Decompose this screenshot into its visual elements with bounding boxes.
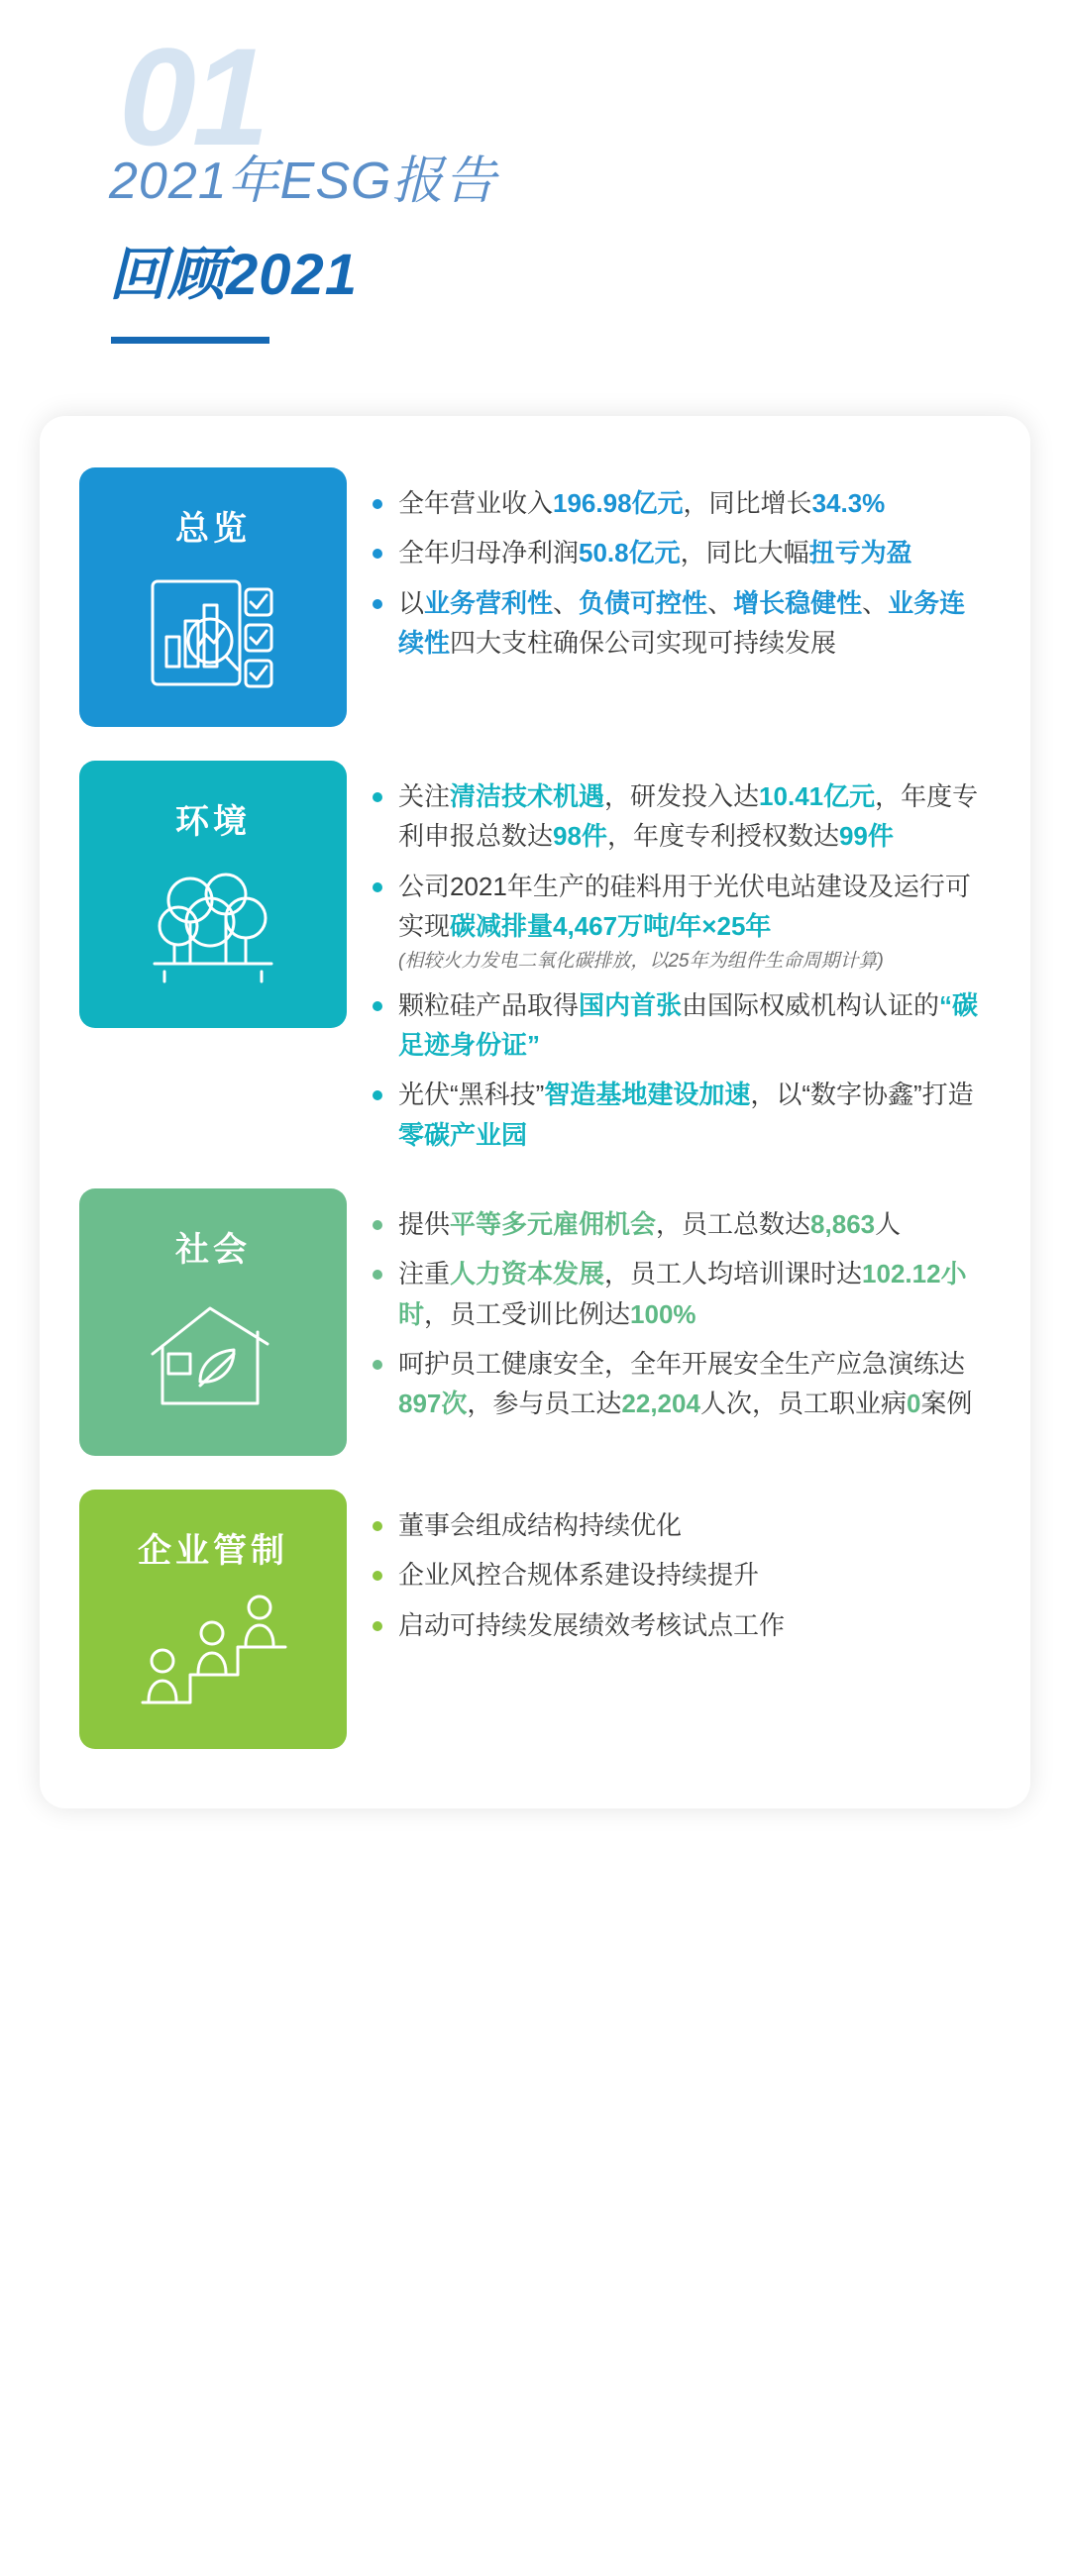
- bullet-plain: ，年度专利申报总数达: [398, 781, 979, 852]
- bullet-highlight: 智造基地建设加速: [544, 1080, 751, 1110]
- badge-social: [79, 1188, 347, 1456]
- bullet-dot-icon: [373, 499, 382, 509]
- badge-environment: [79, 761, 347, 1028]
- bullet-plain: 人次，员工职业病: [699, 1389, 907, 1419]
- bullet-plain: 光伏“黑科技”: [398, 1080, 545, 1110]
- bullet-text: [398, 1254, 991, 1334]
- bullet-item: [373, 985, 991, 1066]
- bullet-plain: 董事会组成结构持续优化: [398, 1509, 683, 1540]
- bullet-item: [373, 1254, 991, 1334]
- bullet-highlight: 100%: [630, 1298, 696, 1329]
- bullet-text: [398, 533, 991, 572]
- bullet-plain: 人: [875, 1208, 902, 1239]
- bullet-item: [373, 533, 991, 572]
- bullet-plain: 全年营业收入: [398, 488, 554, 518]
- chart-checklist-icon: [139, 567, 287, 701]
- bullet-plain: 、: [553, 587, 580, 618]
- bullet-text: [398, 776, 991, 857]
- bullet-highlight: 业务连续性: [398, 587, 966, 658]
- section-environment: [79, 761, 991, 1155]
- bullet-highlight: 负债可控性: [579, 587, 708, 618]
- bullet-text: [398, 1555, 991, 1595]
- bullet-plain: ，年度专利授权数达: [606, 821, 839, 852]
- bullet-text: [398, 1605, 991, 1645]
- bullet-highlight: 人力资本发展: [450, 1259, 605, 1289]
- bullet-highlight: 零碳产业园: [398, 1119, 528, 1150]
- bullet-list-social: [347, 1188, 991, 1423]
- bullet-text: [398, 483, 991, 523]
- section-number: 01: [119, 19, 266, 174]
- bullet-highlight: 22,204: [621, 1389, 700, 1419]
- section-overview: [79, 467, 991, 727]
- bullet-plain: ，以“数字协鑫”打造: [750, 1080, 974, 1110]
- bullet-item: [373, 483, 991, 523]
- bullet-highlight: 34.3%: [811, 488, 886, 518]
- bullet-item: [373, 1344, 991, 1424]
- bullet-text: [398, 1204, 991, 1244]
- bullet-text: [398, 1075, 991, 1155]
- bullet-text: [398, 583, 991, 664]
- bullet-dot-icon: [373, 1360, 382, 1370]
- bullet-highlight: 业务营利性: [424, 587, 554, 618]
- bullet-plain: 、: [862, 587, 889, 618]
- bullet-plain: 公司2021年生产的硅料用于光伏电站建设及运行可实现: [398, 871, 971, 941]
- bullet-highlight: 196.98亿元: [553, 488, 684, 518]
- house-leaf-icon: [139, 1288, 287, 1422]
- bullet-plain: ，参与员工达: [467, 1389, 622, 1419]
- bullet-item: [373, 1204, 991, 1244]
- bullet-highlight: 10.41亿元: [759, 781, 876, 811]
- bullet-dot-icon: [373, 1521, 382, 1531]
- bullet-plain: ，同比增长: [683, 488, 812, 518]
- bullet-item: [373, 776, 991, 857]
- bullet-plain: 由国际权威机构认证的: [682, 989, 940, 1020]
- bullet-plain: 颗粒硅产品取得: [398, 989, 580, 1020]
- bullet-list-governance: [347, 1490, 991, 1645]
- bullet-dot-icon: [373, 1220, 382, 1230]
- badge-governance: [79, 1490, 347, 1749]
- bullet-highlight: 平等多元雇佣机会: [450, 1208, 657, 1239]
- bullet-text: [398, 985, 991, 1066]
- badge-label: 环境: [175, 803, 251, 841]
- bullet-plain: ，员工人均培训课时达: [604, 1259, 863, 1289]
- bullet-highlight: 扭亏为盈: [808, 538, 912, 568]
- bullet-list-environment: [347, 761, 991, 1155]
- bullet-dot-icon: [373, 1001, 382, 1011]
- bullet-highlight: 99件: [838, 821, 894, 852]
- people-stairs-icon: [129, 1590, 297, 1723]
- bullet-dot-icon: [373, 1621, 382, 1631]
- bullet-dot-icon: [373, 882, 382, 892]
- bullet-dot-icon: [373, 792, 382, 802]
- bullet-plain: 案例: [920, 1389, 973, 1419]
- bullet-highlight: 102.12小时: [398, 1259, 967, 1329]
- trees-icon: [139, 861, 287, 994]
- bullet-item: [373, 1505, 991, 1545]
- report-subtitle: 2021年ESG报告: [109, 153, 497, 210]
- bullet-plain: 全年归母净利润: [398, 538, 580, 568]
- bullet-dot-icon: [373, 599, 382, 609]
- badge-label: 企业管制: [138, 1531, 288, 1570]
- page-header: [0, 0, 1070, 416]
- bullet-highlight: 碳减排量4,467万吨/年×25年: [450, 910, 772, 941]
- bullet-highlight: “碳足迹身份证”: [398, 989, 979, 1061]
- bullet-item: [373, 583, 991, 664]
- bullet-plain: 注重: [398, 1259, 451, 1289]
- bullet-highlight: 0: [906, 1389, 921, 1419]
- bullet-plain: 企业风控合规体系建设持续提升: [398, 1560, 760, 1591]
- bullet-plain: ，员工受训比例达: [424, 1298, 631, 1329]
- bullet-text: [398, 1505, 991, 1545]
- bullet-plain: 呵护员工健康安全，全年开展安全生产应急演练达: [398, 1348, 966, 1379]
- bullet-item: [373, 1605, 991, 1645]
- bullet-plain: 提供: [398, 1208, 451, 1239]
- bullet-plain: ，同比大幅: [680, 538, 809, 568]
- bullet-text: [398, 1344, 991, 1424]
- bullet-item: [373, 1555, 991, 1595]
- bullet-highlight: 897次: [398, 1389, 468, 1419]
- bullet-dot-icon: [373, 1571, 382, 1581]
- bullet-dot-icon: [373, 549, 382, 559]
- bullet-note: (相较火力发电二氧化碳排放，以25年为组件生命周期计算): [398, 951, 884, 973]
- bullet-highlight: 增长稳健性: [733, 587, 863, 618]
- bullet-dot-icon: [373, 1090, 382, 1100]
- badge-overview: [79, 467, 347, 727]
- bullet-plain: 、: [707, 587, 734, 618]
- bullet-highlight: 50.8亿元: [579, 538, 681, 568]
- bullet-plain: 以: [398, 587, 425, 618]
- bullet-dot-icon: [373, 1270, 382, 1280]
- bullet-item: [373, 1075, 991, 1155]
- bullet-plain: ，研发投入达: [604, 781, 760, 811]
- bullet-text: [398, 867, 991, 976]
- bullet-highlight: 国内首张: [579, 989, 683, 1020]
- bullet-highlight: 8,863: [810, 1208, 876, 1239]
- bullet-plain: 启动可持续发展绩效考核试点工作: [398, 1609, 786, 1640]
- bullet-list-overview: [347, 467, 991, 663]
- badge-label: 总览: [175, 510, 251, 548]
- bullet-highlight: 清洁技术机遇: [450, 781, 605, 811]
- bullet-plain: 四大支柱确保公司实现可持续发展: [450, 627, 837, 658]
- badge-label: 社会: [175, 1230, 251, 1269]
- bullet-plain: 关注: [398, 781, 451, 811]
- title-underline-divider: [111, 337, 269, 344]
- bullet-plain: ，员工总数达: [656, 1208, 811, 1239]
- bullet-item: [373, 867, 991, 976]
- bullet-highlight: 98件: [553, 821, 607, 852]
- content-card: [40, 416, 1030, 1808]
- page-title: 回顾2021: [109, 243, 359, 307]
- section-social: [79, 1188, 991, 1456]
- section-governance: [79, 1490, 991, 1749]
